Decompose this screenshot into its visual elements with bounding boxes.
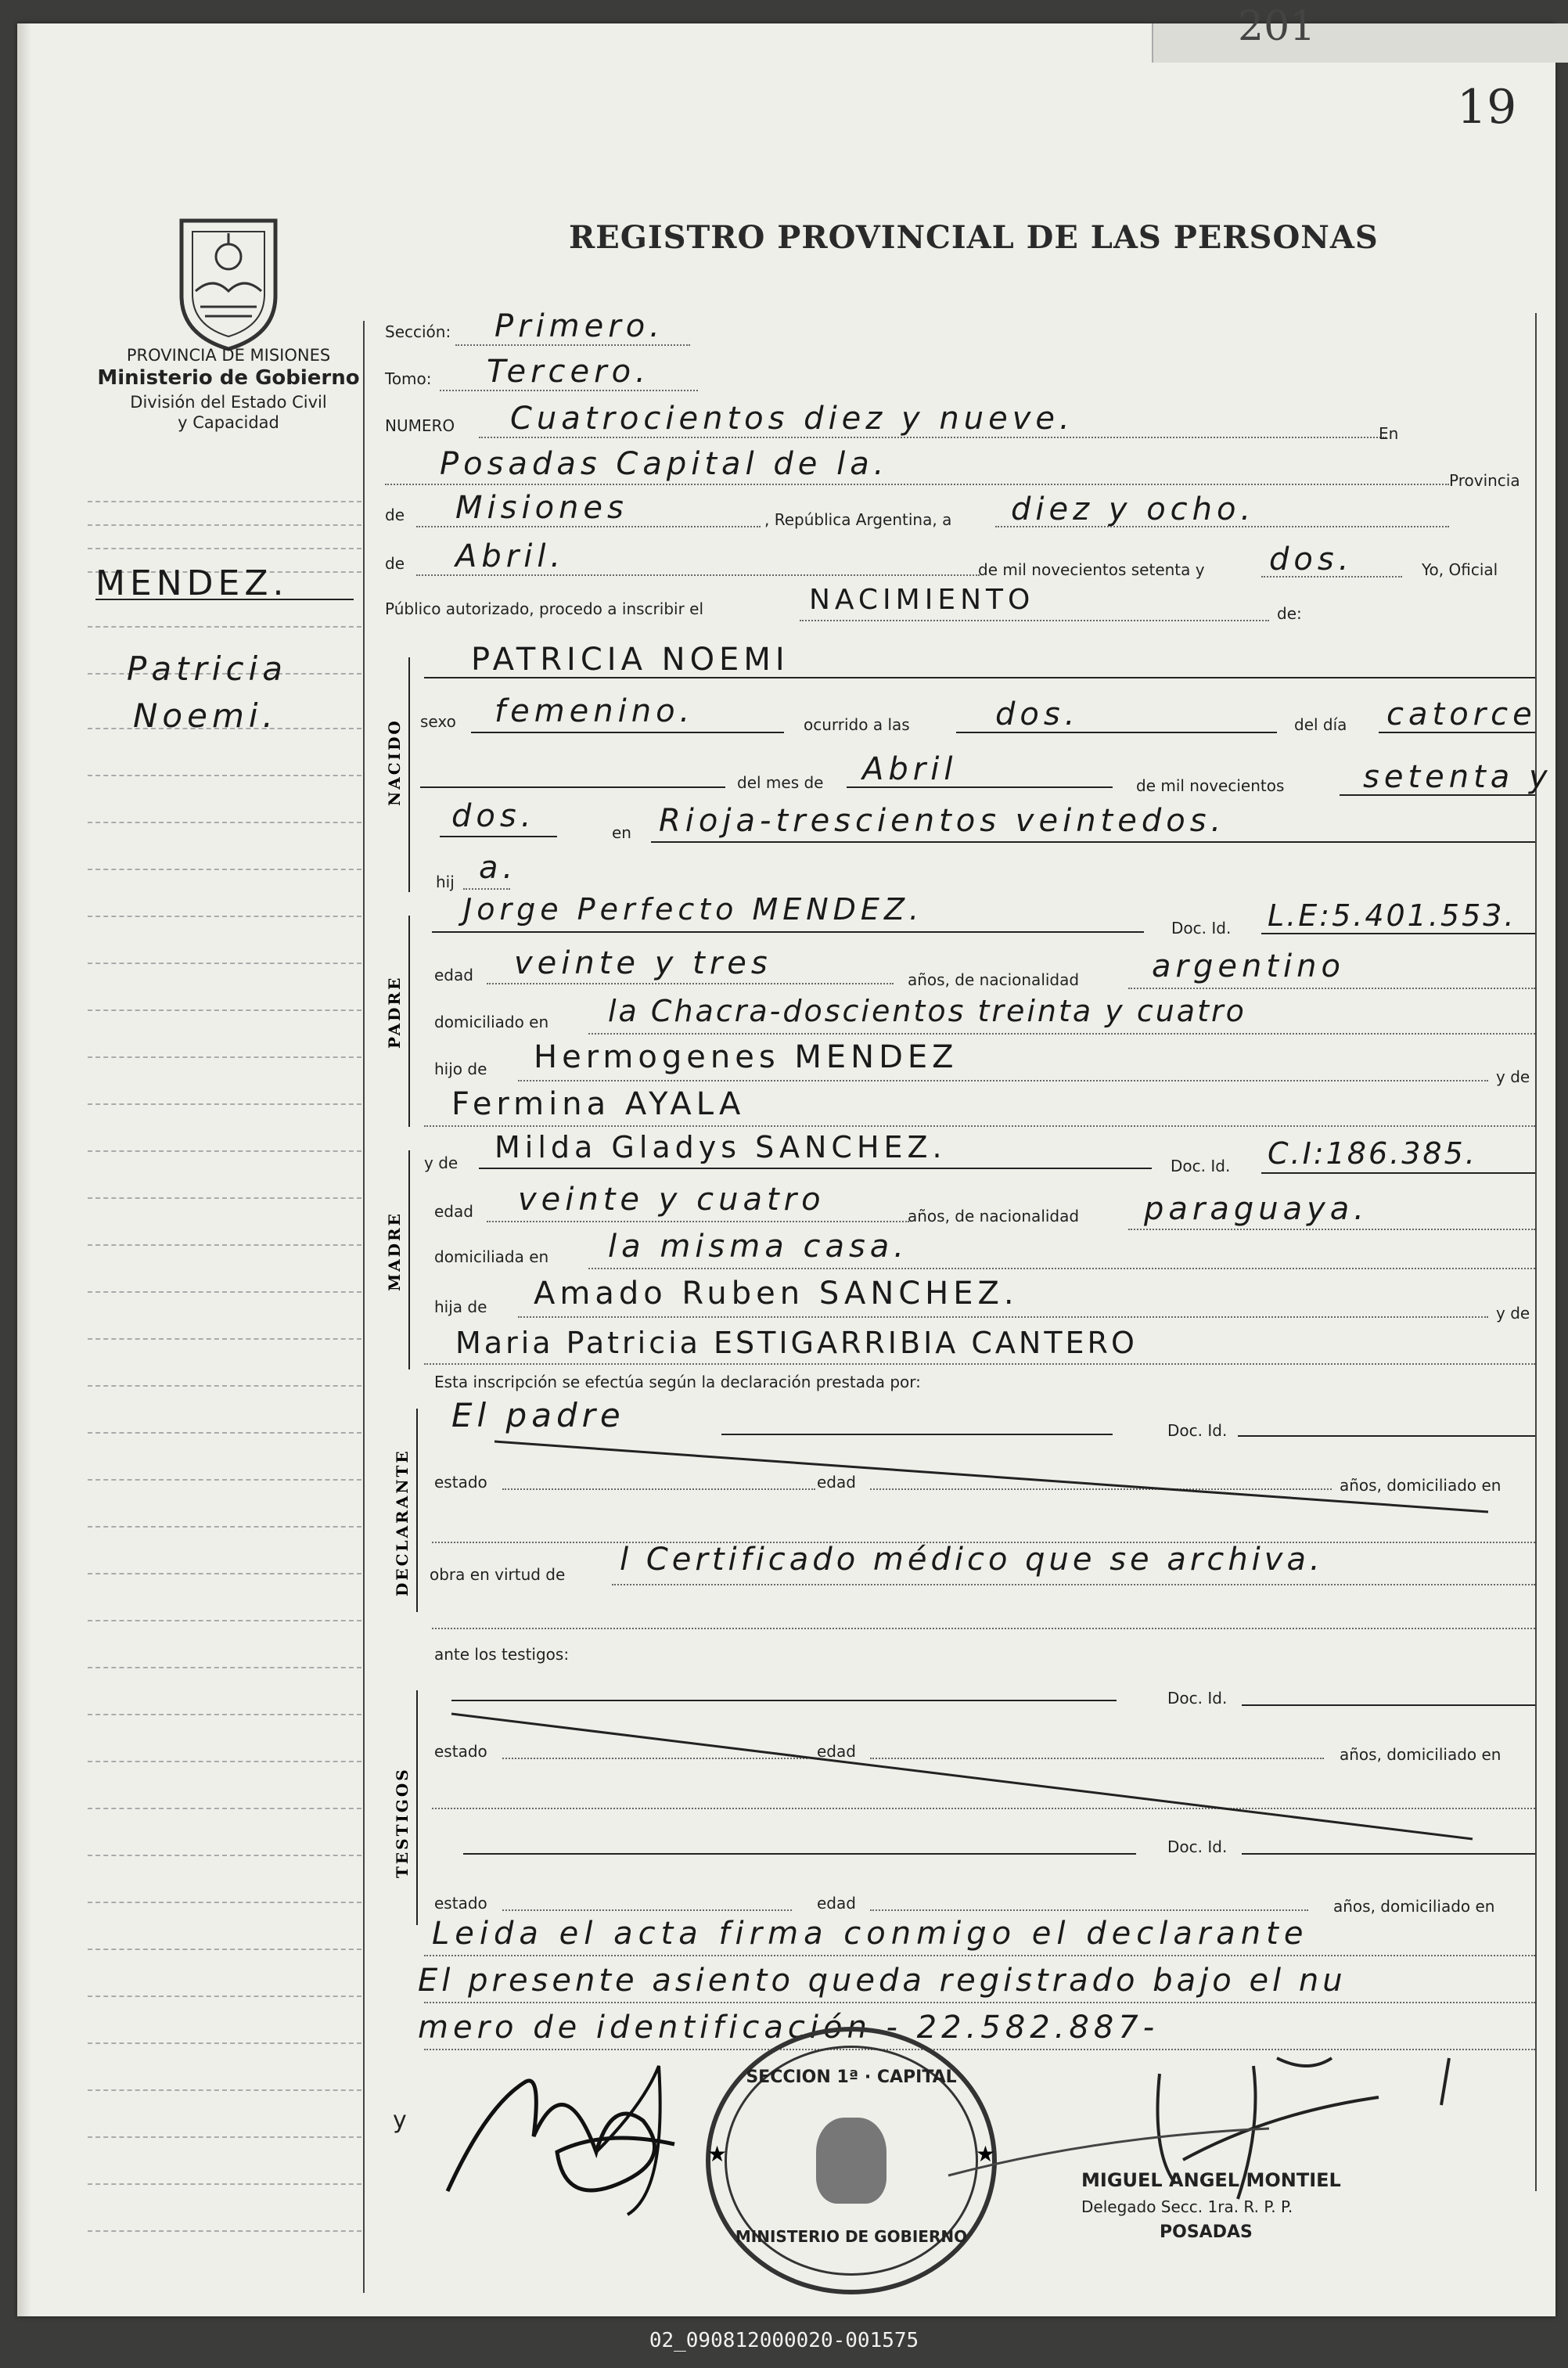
provincia-label: Provincia: [1449, 471, 1520, 490]
madre-nombre: Milda Gladys SANCHEZ.: [494, 1130, 947, 1164]
declarant-signature: [440, 2035, 737, 2222]
padre-yde-label: y de: [1496, 1067, 1530, 1086]
de-label: de: [385, 506, 405, 524]
star-icon: ★: [707, 2141, 728, 2167]
margin-given-name-1: Patricia: [127, 650, 287, 688]
section-nacido: NACIDO: [385, 718, 404, 806]
madre-doc-value: C.I:186.385.: [1268, 1136, 1477, 1171]
fecha-dia-value: diez y ocho.: [1011, 491, 1256, 527]
madre-hija-label: hija de: [434, 1297, 487, 1316]
official-role: Delegado Secc. 1ra. R. P. P.: [1081, 2197, 1293, 2216]
sexo-label: sexo: [420, 712, 456, 731]
declarante-domicilio-label: años, domiciliado en: [1340, 1476, 1501, 1495]
padre-domicilio-value: la Chacra-doscientos treinta y cuatro: [608, 994, 1246, 1028]
dia-value: catorce: [1386, 696, 1537, 732]
madre-nacionalidad-value: paraguaya.: [1144, 1191, 1369, 1227]
page-title: REGISTRO PROVINCIAL DE LAS PERSONAS: [569, 219, 1379, 256]
madre-edad-value: veinte y cuatro: [518, 1182, 825, 1218]
page-number: 19: [1457, 80, 1517, 135]
anio-nac-label: de mil novecientos: [1136, 776, 1285, 795]
ocurrido-label: ocurrido a las: [804, 715, 910, 734]
mes-label: del mes de: [737, 773, 824, 792]
issuer-capacity: y Capacidad: [178, 413, 279, 432]
testigo2-domicilio-label: años, domiciliado en: [1333, 1897, 1495, 1916]
tomo-label: Tomo:: [385, 369, 432, 388]
top-page-number: 201: [1238, 3, 1316, 50]
en-nac-label: en: [612, 823, 631, 842]
lugar-nacimiento-value: Rioja-trescientos veintedos.: [659, 803, 1226, 839]
margin-given-name-2: Noemi.: [133, 696, 278, 735]
anio-value: dos.: [1269, 542, 1354, 578]
madre-nacionalidad-label: años, de nacionalidad: [908, 1207, 1080, 1225]
de3-label: de:: [1277, 604, 1302, 623]
declarante-estado-label: estado: [434, 1473, 487, 1492]
testigo1-edad-label: edad: [817, 1742, 856, 1761]
madre-doc-label: Doc. Id.: [1171, 1157, 1231, 1175]
padre-edad-label: edad: [434, 966, 473, 984]
hij-label: hij: [436, 873, 455, 891]
archive-code: 02_090812000020-001575: [649, 2329, 919, 2352]
publico-label: Público autorizado, procedo a inscribir el: [385, 599, 704, 618]
republica-label: , República Argentina, a: [764, 510, 952, 529]
testigo2-doc-label: Doc. Id.: [1167, 1837, 1228, 1856]
cierre-linea-2: El presente asiento queda registrado bajo el nu: [418, 1963, 1347, 1999]
lugar-value: Posadas Capital de la.: [440, 446, 889, 482]
testigo1-doc-label: Doc. Id.: [1167, 1689, 1228, 1708]
declarante-nombre: El padre: [451, 1396, 625, 1434]
madre-edad-label: edad: [434, 1202, 473, 1221]
oficial-label: Yo, Oficial: [1422, 560, 1498, 579]
madre-domicilio-value: la misma casa.: [608, 1229, 909, 1265]
padre-domicilio-label: domiciliado en: [434, 1013, 549, 1031]
testigos-ante-label: ante los testigos:: [434, 1645, 570, 1664]
numero-label: NUMERO: [385, 416, 455, 435]
testigo1-estado-label: estado: [434, 1742, 487, 1761]
acto-value: NACIMIENTO: [809, 584, 1035, 616]
testigo2-edad-label: edad: [817, 1894, 856, 1913]
provincia-value: Misiones: [455, 490, 628, 526]
declarante-doc-label: Doc. Id.: [1167, 1421, 1228, 1440]
declarante-edad-label: edad: [817, 1473, 856, 1492]
registry-page: [17, 3, 1555, 2316]
anio-nac-value-2: dos.: [451, 798, 536, 834]
madre-madre-value: Maria Patricia ESTIGARRIBIA CANTERO: [455, 1326, 1138, 1360]
issuer-ministry: Ministerio de Gobierno: [97, 366, 360, 390]
declarante-intro: Esta inscripción se efectúa según la declaración prestada por:: [434, 1373, 921, 1391]
section-declarante: DECLARANTE: [393, 1449, 412, 1596]
madre-domicilio-label: domiciliada en: [434, 1247, 549, 1266]
section-padre: PADRE: [385, 975, 404, 1049]
nacido-nombre: PATRICIA NOEMI: [471, 642, 789, 678]
declarante-obra-value: l Certificado médico que se archiva.: [620, 1542, 1324, 1578]
padre-hijo-label: hijo de: [434, 1060, 487, 1078]
stamp-top-text: SECCION 1ª · CAPITAL: [746, 2068, 957, 2087]
numero-value: Cuatrocientos diez y nueve.: [510, 401, 1074, 437]
binding-edge: [17, 23, 31, 2316]
cierre-linea-3: mero de identificación - 22.582.887-: [418, 2010, 1160, 2046]
hij-value: a.: [479, 850, 518, 886]
declarante-obra-label: obra en virtud de: [430, 1565, 566, 1584]
official-city: POSADAS: [1160, 2222, 1253, 2242]
de2-label: de: [385, 554, 405, 573]
official-name: MIGUEL ANGEL MONTIEL: [1081, 2169, 1341, 2191]
section-testigos: TESTIGOS: [393, 1767, 412, 1878]
padre-nacionalidad-value: argentino: [1152, 948, 1345, 984]
padre-nacionalidad-label: años, de nacionalidad: [908, 970, 1080, 989]
padre-edad-value: veinte y tres: [514, 945, 772, 981]
anio-nac-value: setenta y: [1363, 759, 1552, 795]
madre-hija-value: Amado Ruben SANCHEZ.: [534, 1276, 1019, 1312]
padre-doc-value: L.E:5.401.553.: [1268, 898, 1516, 933]
hora-value: dos.: [995, 696, 1080, 732]
padre-nombre: Jorge Perfecto MENDEZ.: [463, 892, 924, 927]
testigo1-domicilio-label: años, domiciliado en: [1340, 1745, 1501, 1764]
tomo-value: Tercero.: [487, 354, 650, 390]
star-icon: ★: [975, 2141, 995, 2167]
cierre-y-label: y: [393, 2107, 407, 2134]
fecha-mes-value: Abril.: [455, 538, 566, 574]
stamp-bottom-text: MINISTERIO DE GOBIERNO: [735, 2227, 968, 2246]
sexo-value: femenino.: [494, 693, 695, 729]
mes-value: Abril: [862, 751, 958, 787]
testigo2-estado-label: estado: [434, 1894, 487, 1913]
section-madre: MADRE: [385, 1211, 404, 1291]
seccion-label: Sección:: [385, 322, 451, 341]
margin-surname: MENDEZ.: [95, 563, 289, 603]
padre-madre-value: Fermina AYALA: [451, 1086, 746, 1122]
en-label: En: [1379, 424, 1399, 443]
padre-hijo-value: Hermogenes MENDEZ: [534, 1039, 958, 1075]
madre-yde2-label: y de: [1496, 1304, 1530, 1323]
anio-label: de mil novecientos setenta y: [978, 560, 1205, 579]
stamp-emblem-icon: [816, 2118, 886, 2204]
issuer-division: División del Estado Civil: [130, 393, 327, 412]
issuer-province: PROVINCIA DE MISIONES: [126, 346, 331, 365]
seccion-value: Primero.: [494, 308, 664, 344]
dia-label: del día: [1294, 715, 1347, 734]
madre-yde-label: y de: [424, 1153, 459, 1172]
cierre-linea-1: Leida el acta firma conmigo el declarante: [432, 1916, 1309, 1952]
padre-doc-label: Doc. Id.: [1171, 919, 1232, 937]
